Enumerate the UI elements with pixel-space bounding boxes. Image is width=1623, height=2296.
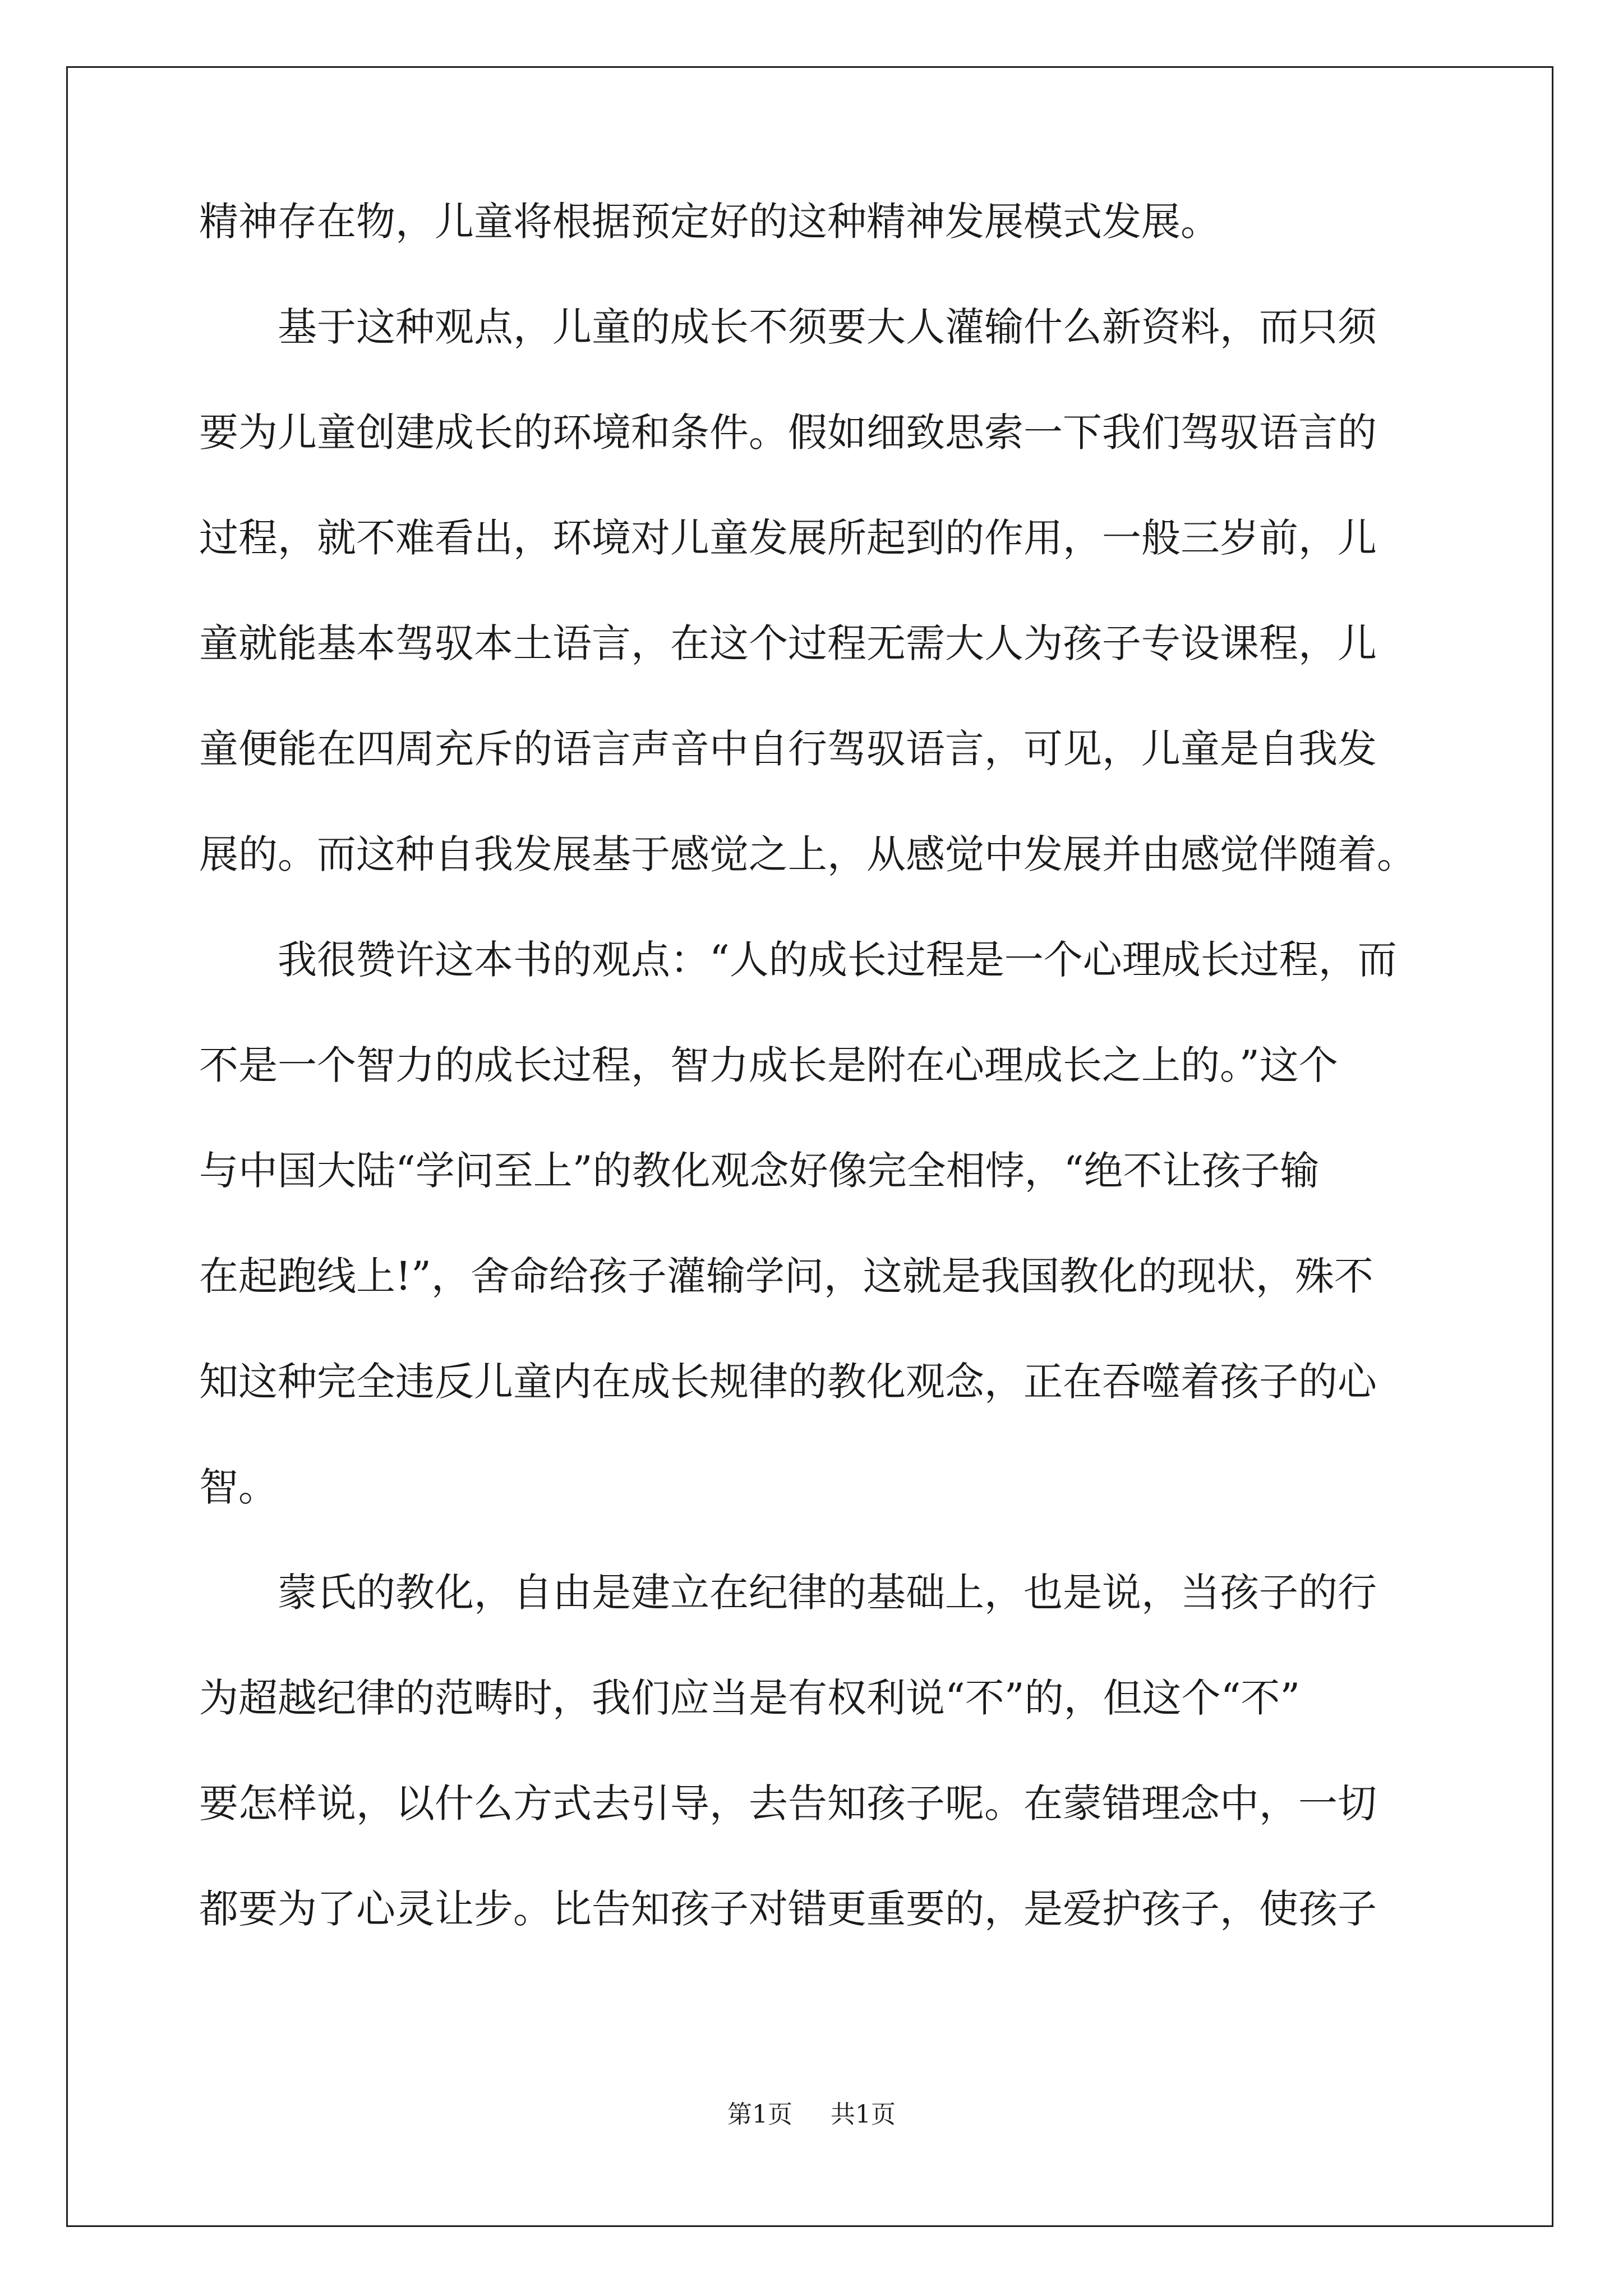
text-line: 为超越纪律的范畴时，我们应当是有权利说“不”的，但这个“不” [199,1675,1301,1721]
text-line: 童就能基本驾驭本土语言，在这个过程无需大人为孩子专设课程，儿 [199,620,1377,666]
text-line: 不是一个智力的成长过程，智力成长是附在心理成长之上的。”这个 [199,1042,1338,1088]
text-line: 与中国大陆“学问至上”的教化观念好像完全相悖，“绝不让孩子输 [199,1148,1320,1194]
text-line: 都要为了心灵让步。比告知孩子对错更重要的，是爱护孩子，使孩子 [199,1886,1377,1932]
text-line: 智。 [199,1464,278,1510]
text-line: 我很赞许这本书的观点：“人的成长过程是一个心理成长过程，而 [199,937,1397,983]
text-line: 要怎样说，以什么方式去引导，去告知孩子呢。在蒙错理念中，一切 [199,1780,1377,1826]
page-footer [0,2098,1623,2132]
page-total: 共1页 [831,2100,896,2129]
page-current: 第1页 [727,2100,792,2129]
text-line: 过程，就不难看出，环境对儿童发展所起到的作用，一般三岁前，儿 [199,515,1377,561]
text-line: 精神存在物，儿童将根据预定好的这种精神发展模式发展。 [199,199,1220,245]
text-line: 童便能在四周充斥的语言声音中自行驾驭语言，可见，儿童是自我发 [199,726,1377,772]
text-line: 知这种完全违反儿童内在成长规律的教化观念，正在吞噬着孩子的心 [199,1359,1377,1405]
text-line: 展的。而这种自我发展基于感觉之上，从感觉中发展并由感觉伴随着。 [199,831,1416,877]
text-line: 在起跑线上!”，舍命给孩子灌输学问，这就是我国教化的现状，殊不 [199,1253,1373,1299]
text-line: 蒙氏的教化，自由是建立在纪律的基础上，也是说，当孩子的行 [199,1570,1377,1616]
text-line: 基于这种观点，儿童的成长不须要大人灌输什么新资料，而只须 [199,304,1377,350]
text-line: 要为儿童创建成长的环境和条件。假如细致思索一下我们驾驭语言的 [199,409,1377,455]
